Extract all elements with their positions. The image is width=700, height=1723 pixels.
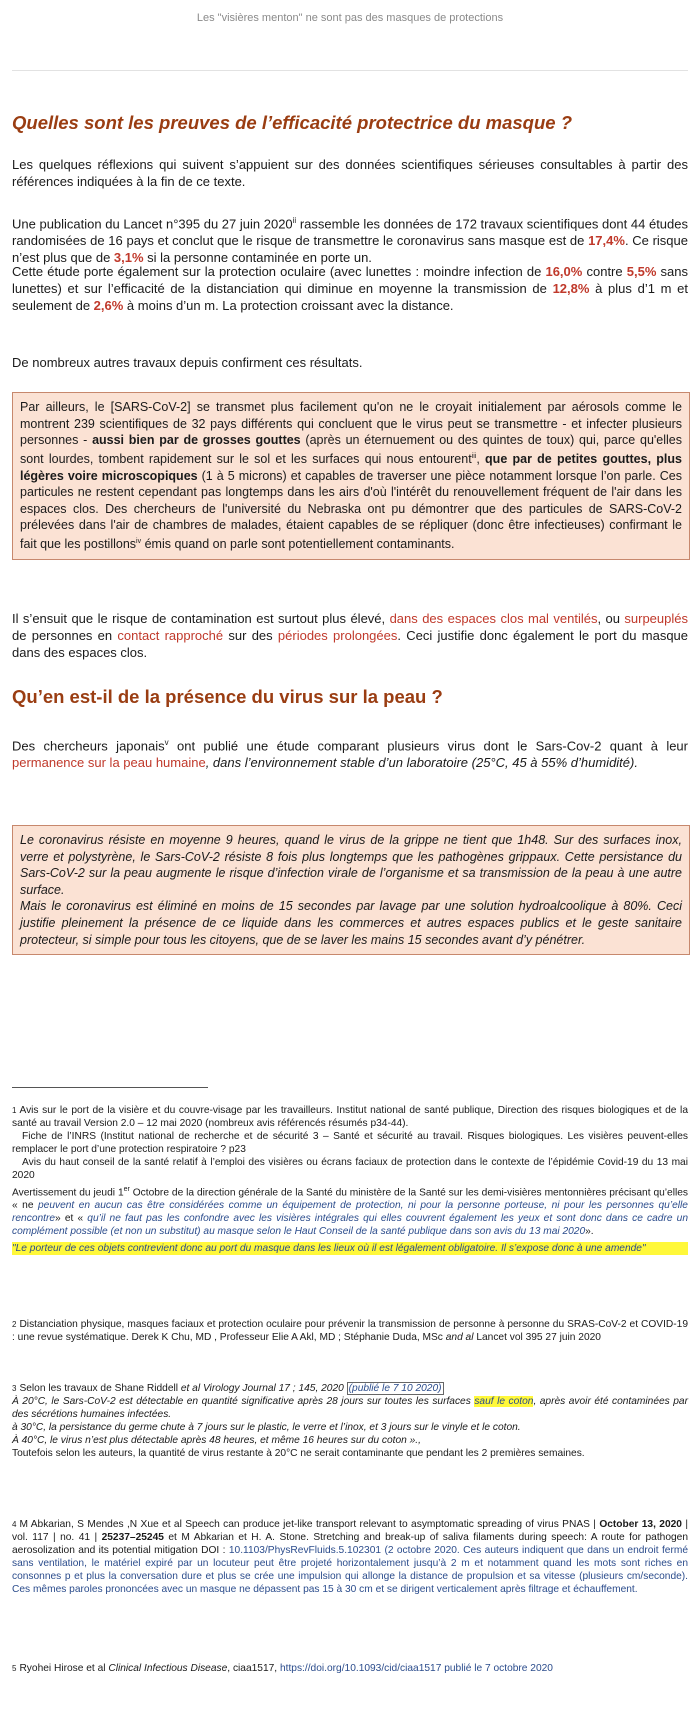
section2-title: Qu’en est-il de la présence du virus sur la peau ? [12,686,443,707]
footnote-2: $^2$ Distanciation physique, masques faciaux et protection oculaire pour prévenir la transmission de personne à personne du SRAS-CoV-2 et COVID-19 : une revue systématique. Derek K Chu, MD , Professeur Elie A Akl, MD ; Stéphanie Duda, MSc and al Lancet vol 395 27 juin 2020 [12,1319,688,1344]
eye-protection-paragraph: Cette étude porte également sur la protection oculaire (avec lunettes : moindre infection de 16,0% contre 5,5% sans lunettes) et sur l’efficacité de la distanciation qui diminue en moyenne la transmission de 12,8% à plus d’1 m et seulement de 2,6% à moins d’un m. La protection croissant avec la distance. [12,264,689,313]
doi-link[interactable]: 10.1103/PhysRevFluids.5.102301 [228,1545,382,1557]
section1-intro: Les quelques réflexions qui suivent s’appuient sur des données scientifiques sérieuses consultables à partir des références indiquées à la fin de ce texte. [12,157,688,189]
page-header: Les "visières menton" ne sont pas des masques de protections [196,12,504,24]
doi-link-hirose[interactable]: https://doi.org/10.1093/cid/ciaa1517 publié le 7 octobre 2020 [279,1663,553,1674]
skin-persistence-box: Le coronavirus résiste en moyenne 9 heures, quand le virus de la grippe ne tient que 1h48. Sur des surfaces inox, verre et polystyrène, le Sars-CoV-2 résiste 8 fois plus longtemps que les pathogènes grippaux. Cette persistance du Sars-CoV-2 sur la peau augmente le risque d’infection virale de l’organisme et sa transmission de la peau à une autre surface. Mais le coronavirus est éliminé en moins de 15 secondes par lavage par une solution hydroalcoolique à 80%. Ceci justifie pleinement la présence de ce liquide dans les commerces et autres espaces publics et le geste sanitaire protecteur, si simple pour tous les citoyens, que de se laver les mains 15 secondes avant d’y pénétrer. [12,825,690,955]
skin-study-paragraph: Des chercheurs japonais$^v$ ont publié une étude comparant plusieurs virus dont le Sars-Cov-2 quant à leur permanence sur la peau humaine, dans l’environnement stable d’un laboratoire (25°C, 45 à 55% d’humidité). [12,738,688,771]
contamination-risk-paragraph: Il s’ensuit que le risque de contamination est surtout plus élevé, dans des espaces clos mal ventilés, ou surpeuplés de personnes en contact rapproché sur des périodes prolongées. Ceci justifie donc également le port du masque dans des espaces clos. [12,611,689,660]
section1-title: Quelles sont les preuves de l’efficacité protectrice du masque ? [12,112,572,133]
lancet-paragraph: Une publication du Lancet n°395 du 27 juin 2020$^{ii}$ rassemble les données de 172 travaux scientifiques dont 44 études randomisées de 16 pays et conclut que le risque de transmettre le coronavirus sans masque est de 17,4%. Ce risque n’est plus que de 3,1% si la personne contaminée en porte un. [12,216,688,266]
confirmation-paragraph: De nombreux autres travaux depuis confirment ces résultats. [12,355,363,370]
footnote-1: $^1$ Avis sur le port de la visière et du couvre-visage par les travailleurs. Institut national de santé publique, Direction des risques biologiques et de la santé au travail Version 2.0 – 12 mai 2020 (nombreux avis référencés résumés p34-44). Fiche de l’INRS (Institut national de recherche et de sécurité 3 – Santé et sécurité au travail. Risques biologiques. Les visières peuvent-elles remplacer le port d’une protection respiratoire ? p23 Avis du haut conseil de la santé relatif à l’emploi des visières ou écrans faciaux de protection dans le contexte de l’épidémie Covid-19 du 13 mai 2020 Avertissement du jeudi 1er Octobre de la direction générale de la Santé du ministère de la Santé sur les demi-visières mentonnières précisant qu’elles « ne peuvent en aucun cas être considérées comme un équipement de protection, ni pour la personne porteuse, ni pour les personnes qu’elle rencontre» et « qu’il ne faut pas les confondre avec les visières intégrales qui elles couvrent également les yeux et sont donc dans ce cadre un complément possible (et non un substitut) au masque selon le Haut Conseil de la santé publique dans son avis du 13 mai 2020». "Le porteur de ces objets contrevient donc au port du masque dans les lieux où il est légalement obligatoire. Il s’expose donc à une amende" [12,1105,689,1255]
footnote-5: $^5$ Ryohei Hirose et al Clinical Infectious Disease, ciaa1517, https://doi.org/10.1093/cid/ciaa1517 publié le 7 octobre 2020 [12,1663,553,1674]
footnote-4: $^4$ M Abkarian, S Mendes ,N Xue et al Speech can produce jet-like transport relevant to asymptomatic spreading of virus PNAS | October 13, 2020 | vol. 117 | no. 41 | 25237–25245 et M Abkarian et H. A. Stone. Stretching and break-up of saliva filaments during speech: A route for pathogen aerosolization and its potential mitigation DOI : 10.1103/PhysRevFluids.5.102301 (2 octobre 2020. Ces auteurs indiquent que dans un endroit fermé sans ventilation, le matériel expiré par un locuteur peut être projeté horizontalement jusqu’à 2 m et notamment quand les mots sont riches en consonnes p et plus la conversation dure et plus se crée une impulsion qui allonge la distance de propulsion et sa vitesse (plusieurs cm/seconde). Ces mêmes paroles prononcées avec un masque ne dépassent pas 15 à 30 cm et se dirigent verticalement après filtrage et échauffement. [12,1519,688,1596]
header-divider [12,70,688,71]
footnote-separator [12,1087,208,1088]
footnote-3: $^3$ Selon les travaux de Shane Riddell et al Virology Journal 17 ; 145, 2020 (publié le 7 10 2020) À 20°C, le Sars-CoV-2 est détectable en quantité significative après 28 jours sur toutes les surfaces sauf le coton, après avoir été contaminées par des sécrétions humaines infectées. à 30°C, la persistance du germe chute à 7 jours sur le plastic, le verre et l’inox, et 3 jours sur le vinyle et le coton. À 40°C, le virus n’est plus détectable après 48 heures, et même 16 heures sur du coton »., Toutefois selon les auteurs, la quantité de virus restante à 20°C ne serait contaminante que pendant les 2 premières semaines. [12,1383,688,1460]
aerosol-info-box: Par ailleurs, le [SARS-CoV-2] se transmet plus facilement qu'on ne le croyait initialement par aérosols comme le montrent 239 scientifiques de 32 pays différents qui concluent que le virus peut se transmettre - et infecter plusieurs personnes - aussi bien par de grosses gouttes (après un éternuement ou des quintes de toux) qui, parce qu'elles sont lourdes, tombent rapidement sur le sol et les surfaces qui nous entourent$^{iii}$, que par de petites gouttes, plus légères voire microscopiques (1 à 5 microns) et capables de traverser une pièce notamment lorsque l’on parle. Ces particules ne restent cependant pas longtemps dans les airs d'où l'intérêt du renouvellement fréquent de l'air dans les espaces clos. Des chercheurs de l'université du Nebraska ont pu démontrer que des particules de SARS-CoV-2 prélevées dans l'air de chambres de malades, étaient capables de se répliquer (donc être infectieuses) confirmant le fait que les postillons$^{iv}$ émis quand on parle sont potentiellement contaminants. [12,392,690,560]
